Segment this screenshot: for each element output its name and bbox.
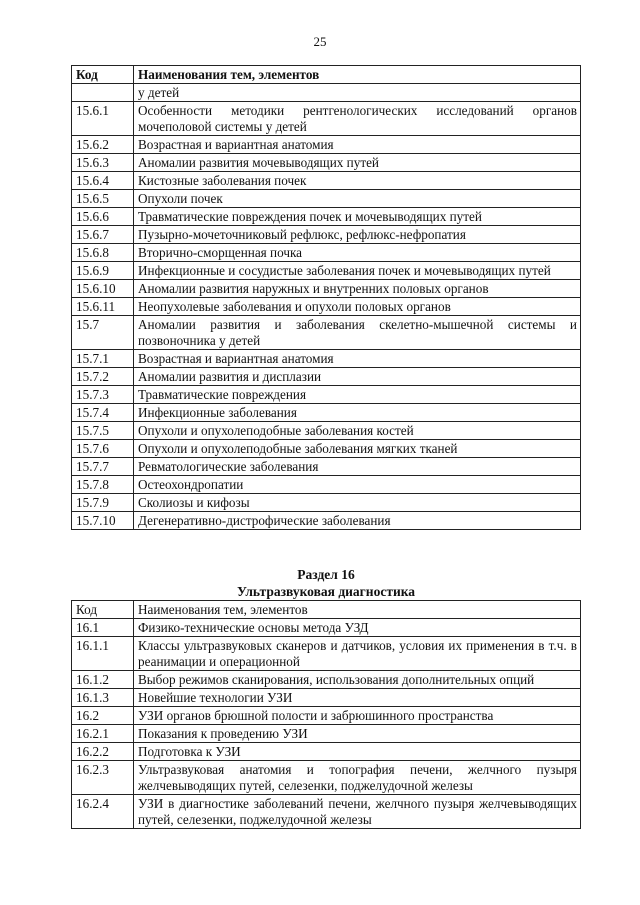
row-topic-name: Аномалии развития и дисплазии [134,368,581,386]
table-header-row [72,66,581,84]
table-row [72,226,581,244]
table-row [72,404,581,422]
row-topic-name: Подготовка к УЗИ [134,743,581,761]
table-row [72,208,581,226]
topics-table-section-15 [71,65,581,530]
table-row [72,476,581,494]
row-code: 16.2.3 [72,761,134,795]
row-topic-name: Возрастная и вариантная анатомия [134,136,581,154]
row-code: 15.7.3 [72,386,134,404]
row-code: 16.2.4 [72,795,134,829]
row-topic-name: Возрастная и вариантная анатомия [134,350,581,368]
row-topic-name: Остеохондропатии [134,476,581,494]
row-code: 15.6.4 [72,172,134,190]
table-row [72,512,581,530]
header-code: Код [72,601,134,619]
row-topic-name: у детей [134,84,581,102]
table-row [72,707,581,725]
row-topic-name: Пузырно-мочеточниковый рефлюкс, рефлюкс-нефропатия [134,226,581,244]
row-topic-name: Показания к проведению УЗИ [134,725,581,743]
row-topic-name: Дегенеративно-дистрофические заболевания [134,512,581,530]
table-row [72,316,581,350]
row-topic-name: Аномалии развития и заболевания скелетно-мышечной системы и позвоночника у детей [134,316,581,350]
row-topic-name: Новейшие технологии УЗИ [134,689,581,707]
row-topic-name: Сколиозы и кифозы [134,494,581,512]
row-code: 15.6.3 [72,154,134,172]
table-row [72,725,581,743]
row-topic-name: Опухоли почек [134,190,581,208]
row-topic-name: Физико-технические основы метода УЗД [134,619,581,637]
row-code: 15.7.10 [72,512,134,530]
section-subtitle: Ультразвуковая диагностика [236,584,416,599]
row-code: 15.7.2 [72,368,134,386]
table-row [72,154,581,172]
table-row [72,298,581,316]
table-row [72,761,581,795]
row-topic-name: Классы ультразвуковых сканеров и датчиков, условия их применения в т.ч. в реанимации и операционной [134,637,581,671]
row-code: 15.7.7 [72,458,134,476]
row-code: 15.7 [72,316,134,350]
topics-table-section-16 [71,600,581,829]
header-code: Код [72,66,134,84]
row-code: 15.6.6 [72,208,134,226]
table-row [72,190,581,208]
header-name: Наименования тем, элементов [134,66,581,84]
row-topic-name: Травматические повреждения [134,386,581,404]
row-topic-name: Аномалии развития наружных и внутренних половых органов [134,280,581,298]
table-row [72,458,581,476]
table-row [72,262,581,280]
row-topic-name: Особенности методики рентгенологических исследований органов мочеполовой системы у детей [134,102,581,136]
table-row [72,102,581,136]
row-code: 16.1.1 [72,637,134,671]
row-code: 15.6.5 [72,190,134,208]
row-topic-name: Опухоли и опухолеподобные заболевания мягких тканей [134,440,581,458]
section-heading [71,566,581,600]
table-row [72,795,581,829]
row-code: 15.7.4 [72,404,134,422]
row-topic-name: Ультразвуковая анатомия и топография печени, желчного пузыря желчевыводящих путей, селезенки, поджелудочной железы [134,761,581,795]
table-row [72,689,581,707]
topics-table-body [72,66,581,530]
table-row [72,619,581,637]
row-topic-name: Выбор режимов сканирования, использования дополнительных опций [134,671,581,689]
row-code: 15.6.11 [72,298,134,316]
table-row [72,350,581,368]
topics-table-body [72,601,581,829]
row-code: 15.7.8 [72,476,134,494]
row-topic-name: Инфекционные и сосудистые заболевания почек и мочевыводящих путей [134,262,581,280]
row-topic-name: Неопухолевые заболевания и опухоли половых органов [134,298,581,316]
row-code: 16.1 [72,619,134,637]
table-row [72,368,581,386]
row-code: 15.6.10 [72,280,134,298]
row-topic-name: Опухоли и опухолеподобные заболевания костей [134,422,581,440]
table-row [72,494,581,512]
row-topic-name: Инфекционные заболевания [134,404,581,422]
row-topic-name: Кистозные заболевания почек [134,172,581,190]
row-topic-name: Аномалии развития мочевыводящих путей [134,154,581,172]
row-topic-name: Травматические повреждения почек и мочевыводящих путей [134,208,581,226]
row-topic-name: Вторично-сморщенная почка [134,244,581,262]
row-code [72,84,134,102]
table-row [72,637,581,671]
row-code: 15.6.7 [72,226,134,244]
row-code: 16.2.1 [72,725,134,743]
table-header-row [72,601,581,619]
row-code: 15.6.1 [72,102,134,136]
table-row [72,743,581,761]
row-code: 15.7.5 [72,422,134,440]
row-code: 16.1.3 [72,689,134,707]
row-topic-name: УЗИ органов брюшной полости и забрюшинного пространства [134,707,581,725]
page-number: 25 [313,34,327,49]
table-row [72,671,581,689]
table-row [72,280,581,298]
table-row [72,172,581,190]
row-code: 15.7.1 [72,350,134,368]
table-row [72,386,581,404]
header-name: Наименования тем, элементов [134,601,581,619]
row-code: 15.6.9 [72,262,134,280]
section-title: Раздел 16 [297,567,355,582]
row-topic-name: УЗИ в диагностике заболеваний печени, желчного пузыря желчевыводящих путей, селезенки, поджелудочной железы [134,795,581,829]
row-code: 15.7.6 [72,440,134,458]
table-row [72,422,581,440]
row-code: 16.2.2 [72,743,134,761]
row-code: 16.1.2 [72,671,134,689]
row-code: 16.2 [72,707,134,725]
table-row [72,84,581,102]
table-row [72,440,581,458]
table-row [72,244,581,262]
row-code: 15.6.2 [72,136,134,154]
row-code: 15.7.9 [72,494,134,512]
row-topic-name: Ревматологические заболевания [134,458,581,476]
table-row [72,136,581,154]
row-code: 15.6.8 [72,244,134,262]
